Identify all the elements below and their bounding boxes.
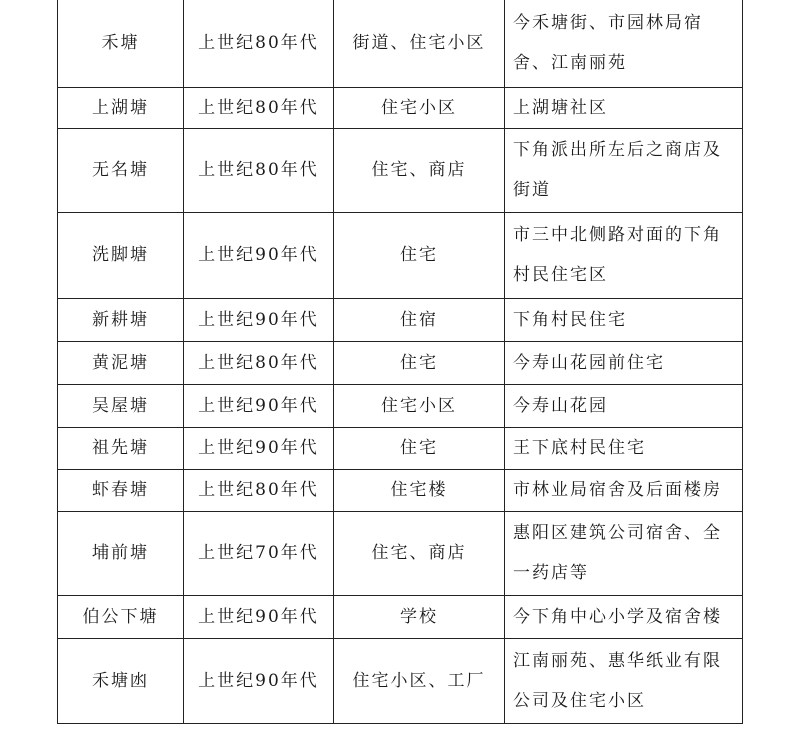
table-row	[58, 341, 743, 384]
present-site-text: 今寿山花园前住宅	[513, 352, 665, 373]
reclaim-era: 上世纪80年代	[184, 0, 334, 87]
current-use: 住宅小区	[334, 87, 505, 128]
present-site-text: 今下角中心小学及宿舍楼	[513, 606, 722, 627]
current-use: 学校	[334, 595, 505, 638]
reclaim-era: 上世纪70年代	[184, 511, 334, 595]
present-site-text: 惠阳区建筑公司宿舍、全一药店等	[513, 523, 722, 583]
table-row	[58, 469, 743, 511]
present-site	[505, 87, 743, 128]
current-use: 住宅、商店	[334, 511, 505, 595]
current-use: 住宿	[334, 298, 505, 341]
current-use: 住宅、商店	[334, 128, 505, 212]
present-site-text: 今禾塘街、市园林局宿舍、江南丽苑	[513, 13, 703, 74]
present-site	[505, 427, 743, 469]
table-row	[58, 427, 743, 469]
table-row	[58, 384, 743, 427]
table-row	[58, 511, 743, 595]
pond-name: 新耕塘	[58, 298, 184, 341]
reclaim-era: 上世纪90年代	[184, 638, 334, 723]
current-use: 住宅	[334, 427, 505, 469]
pond-name: 上湖塘	[58, 87, 184, 128]
pond-name: 祖先塘	[58, 427, 184, 469]
reclaim-era: 上世纪90年代	[184, 427, 334, 469]
reclaim-era: 上世纪80年代	[184, 87, 334, 128]
present-site	[505, 595, 743, 638]
table-row	[58, 298, 743, 341]
current-use: 街道、住宅小区	[334, 0, 505, 87]
reclaim-era: 上世纪80年代	[184, 341, 334, 384]
present-site-text: 市三中北侧路对面的下角村民住宅区	[513, 225, 722, 285]
current-use: 住宅小区	[334, 384, 505, 427]
pond-name: 虾春塘	[58, 469, 184, 511]
present-site	[505, 341, 743, 384]
pond-name: 埔前塘	[58, 511, 184, 595]
reclaim-era: 上世纪90年代	[184, 384, 334, 427]
reclaim-era: 上世纪90年代	[184, 298, 334, 341]
present-site	[505, 469, 743, 511]
current-use: 住宅	[334, 212, 505, 298]
reclaim-era: 上世纪80年代	[184, 128, 334, 212]
pond-name: 伯公下塘	[58, 595, 184, 638]
reclaim-era: 上世纪90年代	[184, 595, 334, 638]
pond-name: 黄泥塘	[58, 341, 184, 384]
present-site-text: 下角派出所左后之商店及街道	[513, 140, 722, 200]
pond-name: 禾塘凼	[58, 638, 184, 723]
present-site-text: 今寿山花园	[513, 395, 608, 416]
table-row	[58, 595, 743, 638]
pond-name: 无名塘	[58, 128, 184, 212]
present-site-text: 王下底村民住宅	[513, 438, 646, 458]
table-row	[58, 128, 743, 212]
present-site-text: 市林业局宿舍及后面楼房	[513, 480, 722, 500]
present-site	[505, 384, 743, 427]
table-row	[58, 638, 743, 723]
present-site	[505, 212, 743, 298]
reclaim-era: 上世纪90年代	[184, 212, 334, 298]
pond-name: 洗脚塘	[58, 212, 184, 298]
current-use: 住宅	[334, 341, 505, 384]
present-site-text: 上湖塘社区	[513, 97, 608, 118]
present-site	[505, 128, 743, 212]
pond-reclamation-table	[57, 0, 743, 724]
table-row	[58, 87, 743, 128]
table-row	[58, 212, 743, 298]
reclaim-era: 上世纪80年代	[184, 469, 334, 511]
present-site	[505, 298, 743, 341]
present-site-text: 下角村民住宅	[513, 309, 627, 330]
current-use: 住宅楼	[334, 469, 505, 511]
present-site	[505, 511, 743, 595]
pond-name: 吴屋塘	[58, 384, 184, 427]
present-site	[505, 0, 743, 87]
table-row	[58, 0, 743, 87]
pond-name: 禾塘	[58, 0, 184, 87]
current-use: 住宅小区、工厂	[334, 638, 505, 723]
present-site	[505, 638, 743, 723]
present-site-text: 江南丽苑、惠华纸业有限公司及住宅小区	[513, 650, 722, 711]
